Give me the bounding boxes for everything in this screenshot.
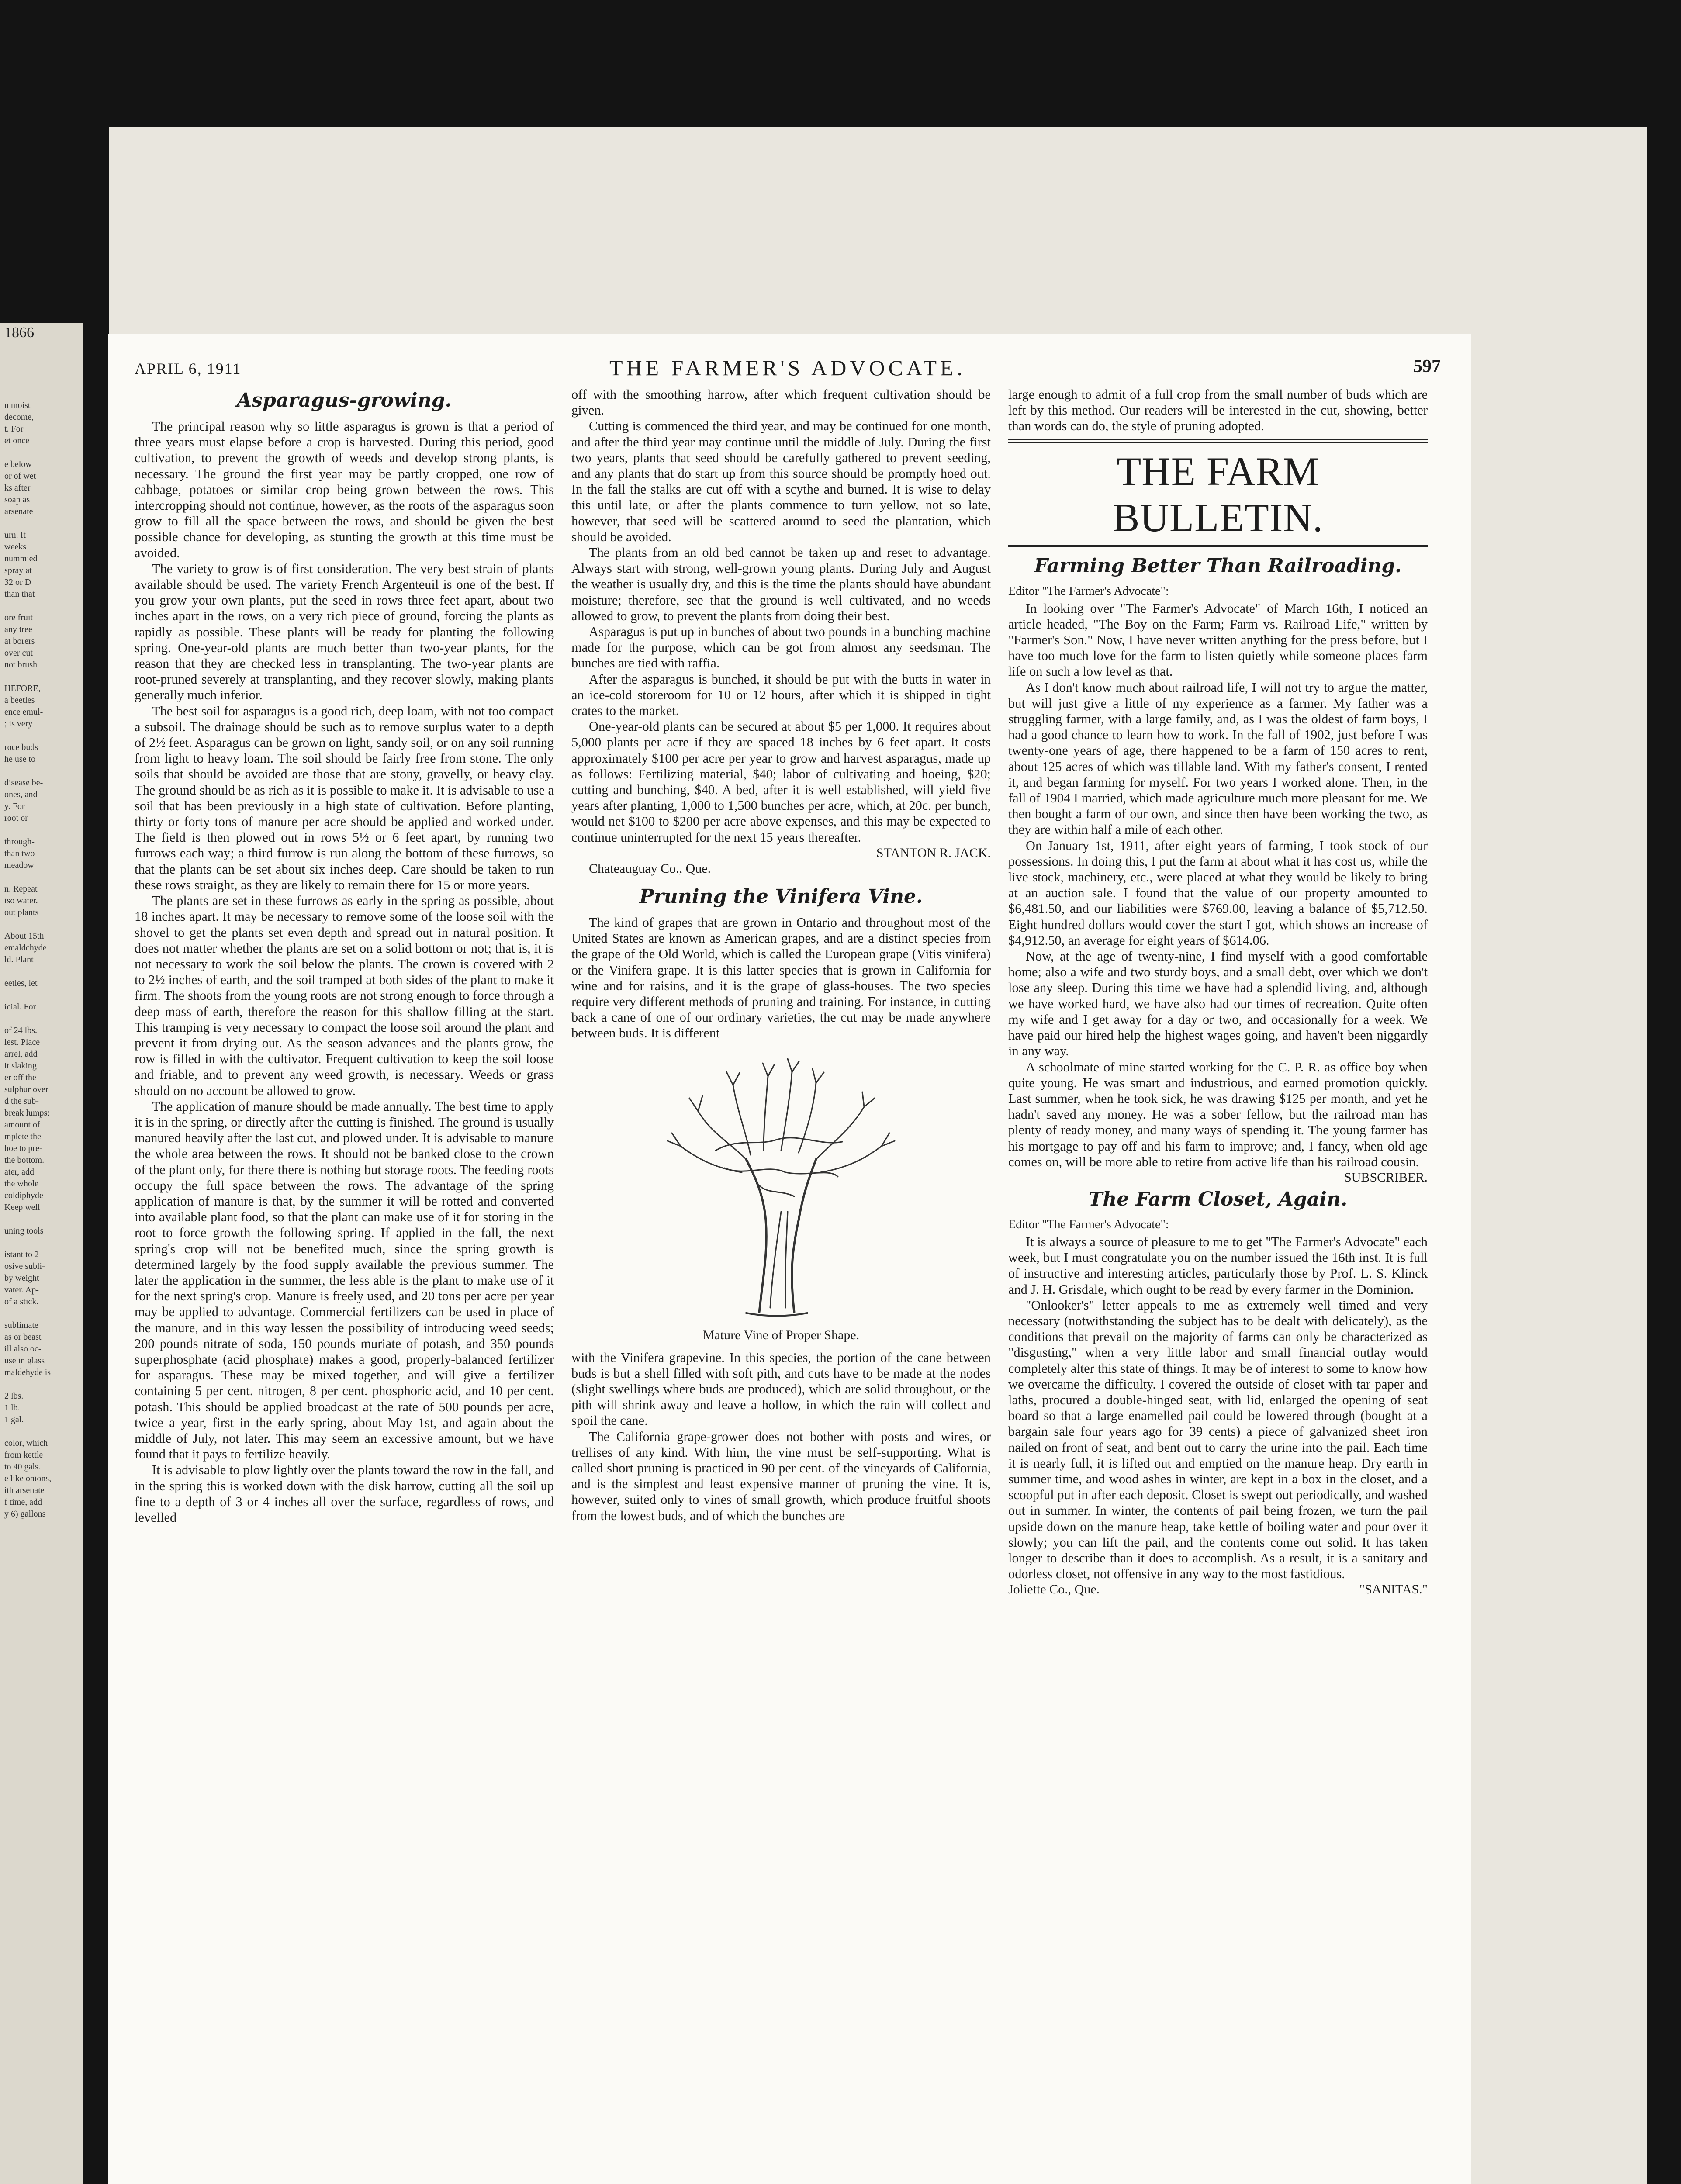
adjacent-page-line: a beetles	[4, 695, 35, 705]
adjacent-page-line	[4, 1013, 80, 1025]
adjacent-page-line	[4, 1308, 80, 1320]
adjacent-page-line: at borers	[4, 636, 35, 646]
adjacent-page-line: e below	[4, 460, 32, 469]
paragraph: with the Vinifera grapevine. In this species, the portion of the cane between buds is but a shell filled with soft pith, and cuts have to be made at the nodes (slight swellings where buds are produced), which are solid throughout, or the pith will shrink away and leave a hollow, in which the rain will collect and spoil the cane.	[571, 1350, 991, 1428]
adjacent-page-fragment	[0, 323, 83, 2184]
paragraph: The best soil for asparagus is a good rich, deep loam, with not too compact a subsoil. The drainage should be such as to remove surplus water to a depth of 2½ feet. Asparagus can be grown on light, sandy soil, or on any soil running from light to heavy loam. The soil should be fairly free from stone. The only soils that should be avoided are those that are stony, gravelly, or heavy clay. The ground should be as rich as it is possible to make it. It is advisable to use a soil that has been previously in a high state of cultivation. Before planting, thirty or forty tons of manure per acre should be applied and worked under. The field is then plowed out in rows 5½ or 6 feet apart, by running two furrows each way; a third furrow is run along the bottom of these furrows, so that the plants can be set about six inches deep. Care should be taken to run these rows straight, as they are likely to remain there for 15 or more years.	[135, 703, 554, 892]
asparagus-article-body	[135, 418, 554, 1525]
vinifera-article-end	[1008, 387, 1428, 434]
adjacent-page-line: lest. Place	[4, 1037, 40, 1047]
adjacent-page-line: sublimate	[4, 1320, 38, 1330]
paragraph: A schoolmate of mine started working for the C. P. R. as office boy when quite young. He was smart and industrious, and earned promotion quickly. Last summer, when he took sick, he was drawing $125 per month, and yet he hadn't saved any money. He was a sober fellow, but the railroad man has plenty of ready money, and many ways of spending it. The young farmer has his mortgage to pay off and his farm to improve; and, I fancy, when old age comes on, will be more able to retire from active life than his railroad cousin.	[1008, 1059, 1428, 1169]
paragraph: The application of manure should be made annually. The best time to apply it is in the spring, or directly after the cutting is finished. The ground is usually manured heavily after the last cut, and plowed under. It is advisable to manure the whole area between the rows. It should not be banked close to the crown of the plant only, for there there is nothing but storage roots. The feeding roots occupy the full space between the rows. The advantage of the spring application of manure is that, by the summer it will be rotted and converted into available plant food, so that the plant can make use of it for storing in the root to force growth the following spring. If applied in the fall, the next spring's crop will not be benefited much, since the spring growth is determined largely by the food supply available the previous summer. The later the application in the summer, the less able is the plant to make use of it for the next spring's crop. Manure is freely used, and 20 tons per acre per year may be applied to advantage. Commercial fertilizers can be used in place of the manure, and in this way lessen the possibility of introducing weed seeds; 200 pounds nitrate of soda, 150 pounds muriate of potash, and 350 pounds superphosphate (acid phosphate) makes a good, properly-balanced fertilizer for asparagus. These may be mixed together, and will give a fertilizer containing 5 per cent. nitrogen, 8 per cent. phosphoric acid, and 10 per cent. potash. This should be applied broadcast at the rate of 500 pounds per acre, twice a year, first in the early spring, about May 1st, and again about the middle of July, not later. This may seem an excessive amount, but we have found that it pays to fertilize heavily.	[135, 1099, 554, 1462]
adjacent-page-line	[4, 447, 80, 459]
adjacent-page-line: icial. For	[4, 1002, 36, 1012]
adjacent-page-line: 32 or D	[4, 577, 31, 587]
adjacent-page-line: ones, and	[4, 790, 38, 799]
adjacent-page-line: Keep well	[4, 1203, 40, 1212]
paragraph: The kind of grapes that are grown in Ontario and throughout most of the United States are known as American grapes, and are a distinct species from the grape of the Old World, which is called the European grape (Vitis vinifera) or the Vinifera grape. It is this latter species that is grown in California for wine and for raisins, and it is the grape of glass-houses. The two species require very different methods of pruning and training. For instance, in cutting back a cane of one of our ordinary varieties, the cut may be made anywhere between buds. It is different	[571, 915, 991, 1041]
adjacent-page-line: by weight	[4, 1273, 39, 1283]
adjacent-page-line	[4, 518, 80, 529]
adjacent-page-line: y. For	[4, 802, 25, 811]
adjacent-page-line: 1 gal.	[4, 1415, 24, 1424]
adjacent-page-line: arrel, add	[4, 1049, 38, 1059]
adjacent-page-line: d the sub-	[4, 1096, 39, 1106]
adjacent-page-line: to 40 gals.	[4, 1462, 41, 1472]
adjacent-page-line	[4, 989, 80, 1001]
grapevine-drawing	[571, 1046, 991, 1325]
adjacent-page-line: amount of	[4, 1120, 40, 1130]
paragraph: The principal reason why so little asparagus is grown is that a period of three years must elapse before a crop is harvested. During this period, good cultivation, to prevent the growth of weeds and develop strong plants, is necessary. The ground the first year may be partly cropped, one row of cabbage, potatoes or similar crop being grown between the rows. This intercropping should not continue, however, as the roots of the asparagus soon grow to fill all the space between the rows, and should be given the best possible chance for developing, as stunting the growth at this time must be avoided.	[135, 419, 554, 560]
vinifera-article-continued	[571, 1350, 991, 1524]
adjacent-page-line: uning tools	[4, 1226, 44, 1236]
adjacent-page-line: mplete the	[4, 1132, 41, 1141]
adjacent-page-line: istant to 2	[4, 1250, 39, 1259]
vinifera-article-body	[571, 915, 991, 1041]
adjacent-page-line: root or	[4, 813, 28, 823]
adjacent-page-line	[4, 600, 80, 612]
adjacent-page-line	[4, 966, 80, 978]
page-number: 597	[1413, 356, 1441, 377]
paragraph: The plants from an old bed cannot be taken up and reset to advantage. Always start with strong, well-grown young plants. During July and August the weather is usually dry, and this is the time the plants should have abundant moisture; therefore, see that the ground is well cultivated, and no weeds allowed to grow, to prevent the plants from doing their best.	[571, 545, 991, 623]
article-heading-vinifera: Pruning the Vinifera Vine.	[639, 885, 923, 908]
adjacent-page-line: coldiphyde	[4, 1191, 43, 1200]
adjacent-page-line	[4, 1237, 80, 1249]
letter-location: Joliette Co., Que.	[1008, 1582, 1100, 1597]
adjacent-page-line: n moist	[4, 401, 31, 410]
adjacent-page-line: of a stick.	[4, 1297, 39, 1306]
paragraph: One-year-old plants can be secured at about $5 per 1,000. It requires about 5,000 plants per acre if they are spaced 18 inches by 6 feet apart. It costs approximately $100 per acre per year to grow and harvest asparagus, made up as follows: Fertilizing material, $40; labor of cultivating and hoeing, $20; cutting and bunching, $40. A bed, after it is well established, will yield five years after planting, 1,000 to 1,500 bunches per acre, which, at 20c. per bunch, would net $100 to $200 per acre above expenses, and this may be expected to continue uninterrupted for the next 15 years thereafter.	[571, 719, 991, 845]
letter-signature: "SANITAS."	[1359, 1582, 1428, 1597]
adjacent-page-line	[4, 765, 80, 777]
article-signature: STANTON R. JACK.	[876, 845, 991, 860]
adjacent-page-line: disease be-	[4, 778, 43, 788]
adjacent-page-line: hoe to pre-	[4, 1144, 42, 1153]
adjacent-page-line: f time, add	[4, 1497, 42, 1507]
adjacent-page-line: sulphur over	[4, 1085, 48, 1094]
adjacent-page-line: than that	[4, 589, 35, 599]
issue-date: APRIL 6, 1911	[135, 360, 242, 377]
adjacent-page-fragments	[4, 400, 80, 1520]
adjacent-page-line: 1 lb.	[4, 1403, 20, 1413]
adjacent-page-line: soap as	[4, 495, 30, 505]
adjacent-page-line: osive subli-	[4, 1261, 45, 1271]
paragraph: "Onlooker's" letter appeals to me as extremely well timed and very necessary (notwithstanding the subject has to be dealt with delicately), as the conditions that prevail on the majority of farms can only be characterized as "disgusting," when a very little labor and small financial outlay would completely alter this state of things. It may be of interest to some to know how we overcame the difficulty. I covered the outside of closet with tar paper and laths, procured a double-hinged seat, with lid, enlarged the opening of seat board so that a large enamelled pail could be lowered through (bought at a bargain sale four years ago for 39 cents) a piece of galvanized sheet iron nailed on front of seat, and bent out to carry the urine into the pail. Each time it is nearly full, it is lifted out and emptied on the manure heap. Dry earth in summer time, and wood ashes in winter, are kept in a box in the closet, and a scoopful put in after each deposit. Closet is swept out periodically, and washed out in summer. In winter, the contents of pail being frozen, we turn the pail upside down on the manure heap, take kettle of boiling water and pour over it slowly; you can lift the pail, and the contents come out solid. It has taken longer to describe than it does to accomplish. As a result, it is a sanitary and odorless closet, not offensive in any way to the most fastidious.	[1008, 1297, 1428, 1582]
adjacent-page-line: et once	[4, 436, 30, 446]
paragraph: After the asparagus is bunched, it should be put with the butts in water in an ice-cold storeroom for 10 or 12 hours, after which it is shipped in tight crates to the market.	[571, 671, 991, 719]
adjacent-page-line: as or beast	[4, 1332, 42, 1342]
adjacent-page-number: 1866	[4, 325, 34, 341]
column-1	[135, 387, 554, 1525]
adjacent-page-line	[4, 1426, 80, 1438]
adjacent-page-line: from kettle	[4, 1450, 43, 1460]
paragraph: It is always a source of pleasure to me to get "The Farmer's Advocate" each week, but I must congratulate you on the number issued the 16th inst. It is full of instructive and interesting articles, particularly those by Prof. L. S. Klinck and J. H. Grisdale, which ought to be read by every farmer in the Dominion.	[1008, 1234, 1428, 1297]
adjacent-page-line: urn. It	[4, 530, 26, 540]
adjacent-page-line: eetles, let	[4, 978, 38, 988]
adjacent-page-line: ld. Plant	[4, 955, 34, 964]
paragraph: In looking over "The Farmer's Advocate" of March 16th, I noticed an article headed, "The Boy on the Farm; Farm vs. Railroad Life," written by "Farmer's Son." Now, I have never written anything for the press before, but I have too much love for the farm to listen quietly while someone places farm life on such a low level as that.	[1008, 601, 1428, 679]
page-header	[135, 352, 1441, 382]
adjacent-page-line	[4, 671, 80, 683]
column-2	[571, 387, 991, 1524]
adjacent-page-line: it slaking	[4, 1061, 37, 1071]
article-location: Chateauguay Co., Que.	[589, 861, 711, 876]
paragraph: Cutting is commenced the third year, and may be continued for one month, and after the third year may continue until the middle of July. During the first two years, plants that seed should be carefully gathered to prevent seeding, and any plants that do start up from this source should be promptly hoed out. In the fall the stalks are cut off with a scythe and burned. It is wise to delay this until late, or after the plants commence to turn yellow, not so late, however, that seed will be scattered around to seed the plantation, which should be avoided.	[571, 418, 991, 544]
adjacent-page-line: n. Repeat	[4, 884, 38, 894]
farm-bulletin-title: THE FARM BULLETIN.	[1113, 449, 1323, 540]
adjacent-page-line: t. For	[4, 424, 24, 434]
adjacent-page-line: break lumps;	[4, 1108, 50, 1118]
paragraph: On January 1st, 1911, after eight years of farming, I took stock of our possessions. In doing this, I put the farm at about what it has cost us, while the live stock, machinery, etc., were placed at what they would be likely to bring at an auction sale. I found that the value of our property amounted to $6,481.50, and our liabilities were $769.00, leaving a balance of $5,712.50. Eight hundred dollars would cover the start I got, which shows an increase of $4,912.50, an average for eight years of $614.06.	[1008, 838, 1428, 948]
paragraph: It is advisable to plow lightly over the plants toward the row in the fall, and in the spring this is worked down with the disk harrow, cutting all the soil up fine to a depth of 3 or 4 inches all over the surface, regardless of rows, and levelled	[135, 1462, 554, 1525]
adjacent-page-line: decome,	[4, 412, 34, 422]
adjacent-page-line: About 15th	[4, 931, 44, 941]
asparagus-article-continued	[571, 387, 991, 845]
letter-signature: SUBSCRIBER.	[1344, 1170, 1428, 1185]
paragraph: Now, at the age of twenty-nine, I find myself with a good comfortable home; also a wife and two sturdy boys, and a small debt, over which we don't lose any sleep. During this time we have had a splendid living, and, although we have worked hard, we have also had our times of recreation. Quite often my wife and I get away for a day or two, and occasionally for a week. We have paid our hired help the highest wages going, and haven't been niggardly in any way.	[1008, 949, 1428, 1059]
section-rule	[1008, 545, 1428, 549]
article-heading-farm-closet: The Farm Closet, Again.	[1088, 1188, 1348, 1210]
adjacent-page-line: HEFORE,	[4, 684, 41, 693]
adjacent-page-line: he use to	[4, 754, 36, 764]
adjacent-page-line: through-	[4, 837, 35, 847]
article-heading-farming-railroading: Farming Better Than Railroading.	[1034, 554, 1402, 577]
adjacent-page-line: emaldchyde	[4, 943, 47, 953]
newspaper-page	[108, 334, 1471, 2184]
adjacent-page-line: nummied	[4, 554, 38, 563]
section-rule	[1008, 439, 1428, 443]
adjacent-page-line: any tree	[4, 625, 32, 634]
adjacent-page-line	[4, 1213, 80, 1225]
adjacent-page-line: out plants	[4, 908, 39, 917]
adjacent-page-line: ks after	[4, 483, 31, 493]
paragraph: As I don't know much about railroad life, I will not try to argue the matter, but will just give a little of my experience as a farmer. My father was a struggling farmer, with a large family, and, as I was the oldest of farm boys, I had a good chance to learn how to work. In the fall of 1902, just before I was twenty-one years of age, there happened to be a farm of 150 acres to rent, about 125 acres of which was tillable land. With my father's consent, I rented it, and began farming for myself. For two years I worked alone. Then, in the fall of 1904 I married, which made agriculture much more pleasant for me. We then bought a farm of our own, and since then have been working the two, as they are within half a mile of each other.	[1008, 680, 1428, 837]
adjacent-page-line: the whole	[4, 1179, 39, 1189]
adjacent-page-line	[4, 871, 80, 883]
paragraph: The variety to grow is of first consideration. The very best strain of plants available should be used. The variety French Argenteuil is one of the best. If you grow your own plants, put the seed in rows three feet apart, about two inches apart in the rows, on a very rich piece of ground, forcing the plants as rapidly as possible. These plants will be ready for planting the following spring. One-year-old plants are much better than two-year plants, for the reason that they are checked less in transplanting. The two-year plants are root-pruned severely at transplanting, and they recover slowly, making plants generally much inferior.	[135, 561, 554, 703]
editor-salutation: Editor "The Farmer's Advocate":	[1008, 1217, 1169, 1231]
adjacent-page-line: ith arsenate	[4, 1486, 45, 1495]
figure-caption: Mature Vine of Proper Shape.	[702, 1327, 860, 1342]
adjacent-page-line: arsenate	[4, 507, 33, 516]
adjacent-page-line: over cut	[4, 648, 33, 658]
masthead-title: THE FARMER'S ADVOCATE.	[609, 356, 966, 380]
adjacent-page-line: y 6) gallons	[4, 1509, 46, 1519]
adjacent-page-line	[4, 824, 80, 836]
adjacent-page-line: not brush	[4, 660, 37, 670]
adjacent-page-line: weeks	[4, 542, 26, 552]
adjacent-page-line: color, which	[4, 1438, 48, 1448]
column-3	[1008, 387, 1428, 1597]
adjacent-page-line: meadow	[4, 860, 34, 870]
adjacent-page-line: use in glass	[4, 1356, 45, 1365]
adjacent-page-line: vater. Ap-	[4, 1285, 39, 1295]
adjacent-page-text	[0, 323, 83, 1520]
adjacent-page-line: ence emul-	[4, 707, 43, 717]
vine-illustration	[571, 1046, 991, 1325]
adjacent-page-line	[4, 919, 80, 930]
letter-sign-off	[1008, 1582, 1428, 1597]
paragraph: large enough to admit of a full crop from the small number of buds which are left by this method. Our readers will be interested in the cut, showing, better than words can do, the style of pruning adopted.	[1008, 387, 1428, 434]
paragraph: Asparagus is put up in bunches of about two pounds in a bunching machine made for the purpose, which can be got from almost any seedsman. The bunches are tied with raffia.	[571, 624, 991, 671]
farming-railroading-letter	[1008, 601, 1428, 1170]
adjacent-page-line: 2 lbs.	[4, 1391, 24, 1401]
farm-closet-letter	[1008, 1234, 1428, 1582]
adjacent-page-line: ill also oc-	[4, 1344, 42, 1354]
adjacent-page-line: maldehyde is	[4, 1368, 51, 1377]
adjacent-page-line: than two	[4, 849, 35, 858]
adjacent-page-line: ore fruit	[4, 613, 33, 622]
adjacent-page-line: ; is very	[4, 719, 33, 729]
adjacent-page-line: spray at	[4, 566, 32, 575]
paragraph: The plants are set in these furrows as early in the spring as possible, about 18 inches apart. It may be necessary to remove some of the loose soil with the shovel to get the plants set even depth and spread out in natural position. It does not matter whether the plants are set on a solid bottom or not; that is, it is not necessary to work the soil below the plants. The crown is covered with 2 to 2½ inches of earth, and the soil tramped at both sides of the plant to make it firm. The shoots from the young roots are not strong enough to force through a deep mass of earth, therefore the reason for this shallow filling at the start. This tramping is very necessary to compact the loose soil around the plant and prevent it from drying out. As the season advances and the plants grow, the row is filled in with the cultivator. Frequent cultivation to keep the soil loose and friable, and to prevent any weed growth, is necessary. Weeds or grass should on no account be allowed to grow.	[135, 893, 554, 1098]
adjacent-page-line: er off the	[4, 1073, 36, 1082]
adjacent-page-line: ater, add	[4, 1167, 35, 1177]
article-heading-asparagus: Asparagus-growing.	[237, 389, 452, 411]
adjacent-page-line	[4, 730, 80, 742]
adjacent-page-line: e like onions,	[4, 1474, 52, 1483]
editor-salutation: Editor "The Farmer's Advocate":	[1008, 584, 1169, 598]
adjacent-page-line: or of wet	[4, 471, 36, 481]
adjacent-page-line	[4, 1379, 80, 1390]
adjacent-page-line: of 24 lbs.	[4, 1026, 37, 1035]
adjacent-page-line: roce buds	[4, 743, 38, 752]
paragraph: The California grape-grower does not bother with posts and wires, or trellises of any kind. With him, the vine must be self-supporting. What is called short pruning is practiced in 90 per cent. of the vineyards of California, and is the simplest and least expensive manner of pruning the vine. It is, however, suited only to vines of small growth, which produce fruitful shoots from the lowest buds, and of which the bunches are	[571, 1429, 991, 1523]
paragraph: off with the smoothing harrow, after which frequent cultivation should be given.	[571, 387, 991, 418]
adjacent-page-line: the bottom.	[4, 1155, 45, 1165]
adjacent-page-line: iso water.	[4, 896, 38, 905]
